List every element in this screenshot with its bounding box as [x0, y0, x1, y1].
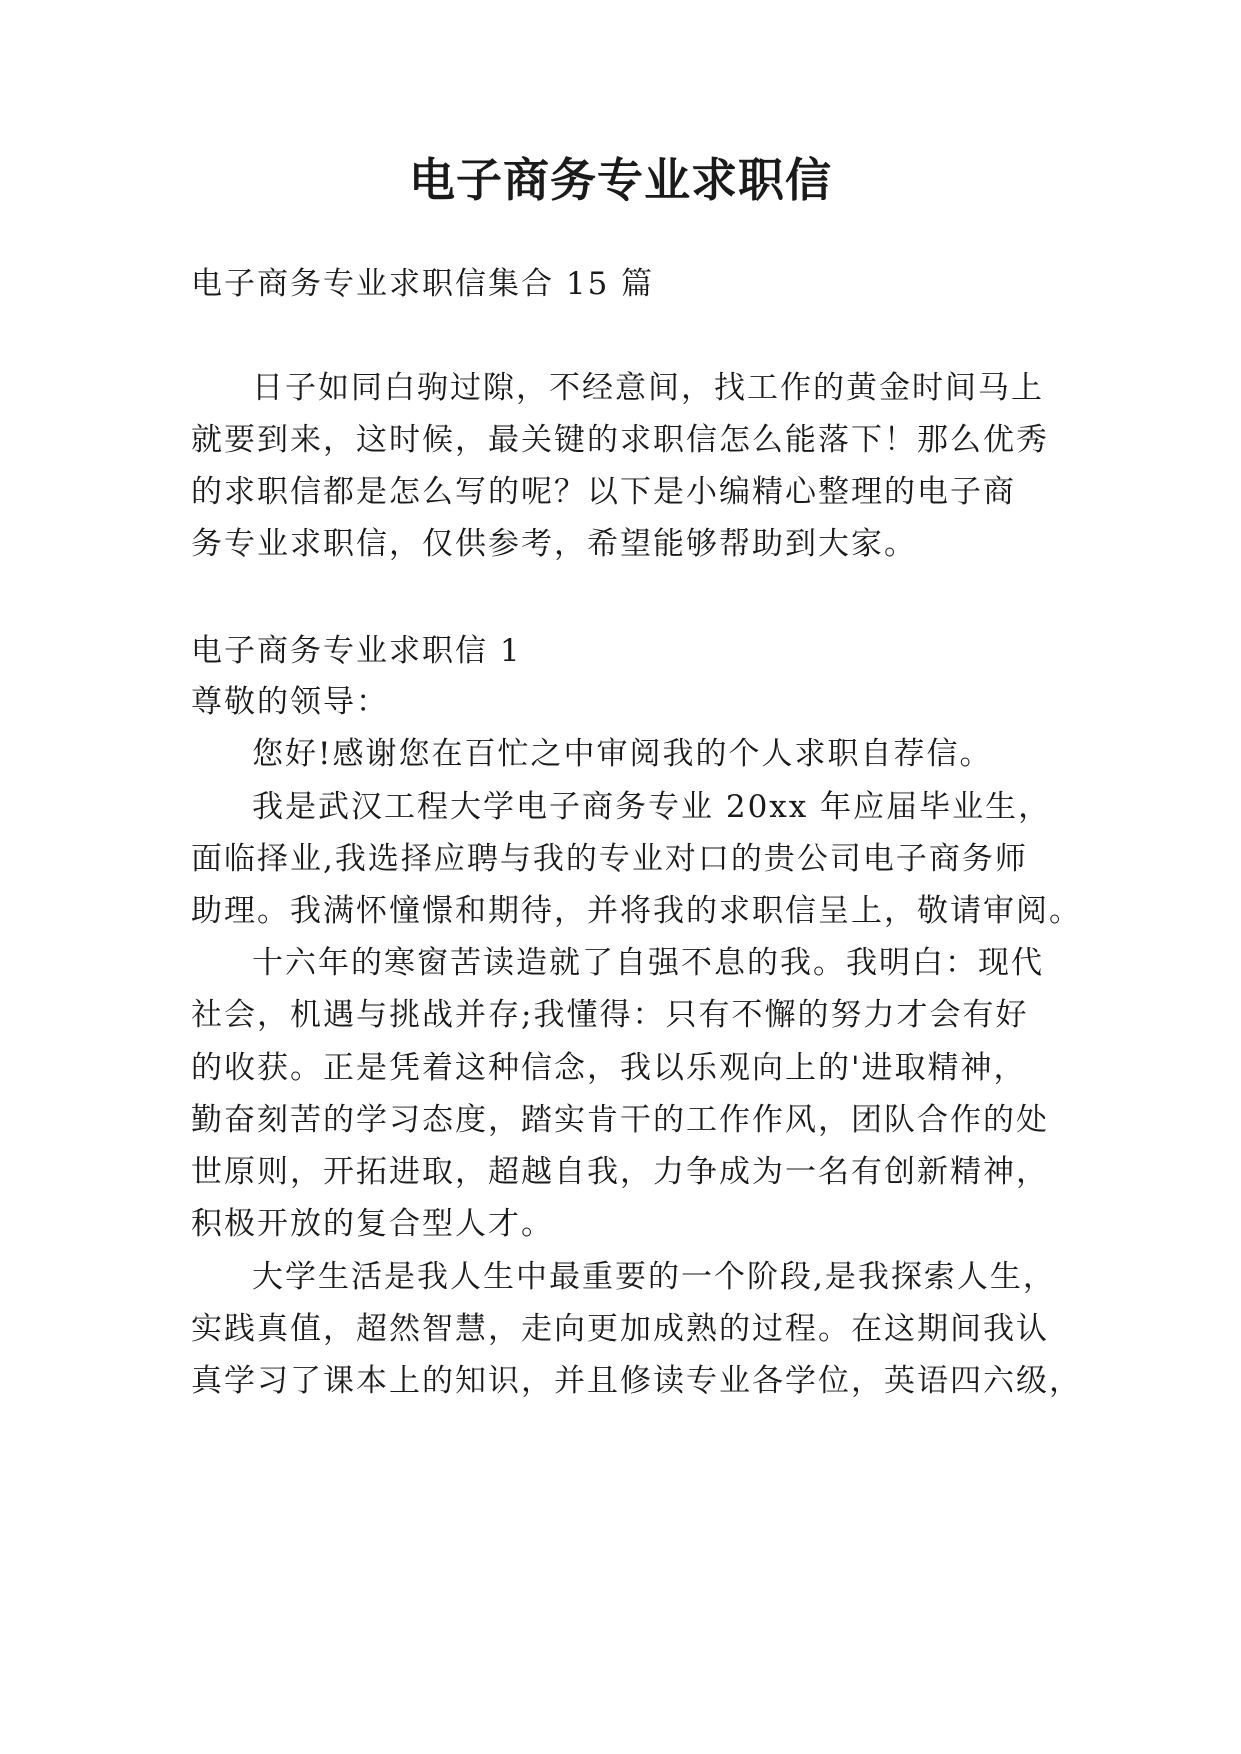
body-line: 您好!感谢您在百忙之中审阅我的个人求职自荐信。: [252, 736, 993, 772]
intro-line: 日子如同白驹过隙，不经意间，找工作的黄金时间马上: [252, 370, 1044, 406]
body-line: 实践真值，超然智慧，走向更加成熟的过程。在这期间我认: [191, 1311, 1049, 1347]
intro-line: 务专业求职信，仅供参考，希望能够帮助到大家。: [191, 526, 917, 562]
salutation: 尊敬的领导：: [191, 684, 389, 720]
body-line: 真学习了课本上的知识，并且修读专业各学位，英语四六级，: [191, 1363, 1082, 1399]
body-line: 面临择业,我选择应聘与我的专业对口的贵公司电子商务师: [191, 841, 1028, 877]
body-line: 积极开放的复合型人才。: [191, 1206, 554, 1242]
collection-subtitle: 电子商务专业求职信集合 15 篇: [191, 266, 655, 302]
section-heading: 电子商务专业求职信 1: [191, 633, 522, 669]
body-line: 我是武汉工程大学电子商务专业 20xx 年应届毕业生，: [252, 789, 1052, 825]
body-line: 世原则，开拓进取，超越自我，力争成为一名有创新精神，: [191, 1154, 1049, 1190]
document-title: 电子商务专业求职信: [409, 153, 832, 207]
intro-line: 就要到来，这时候，最关键的求职信怎么能落下！那么优秀: [191, 422, 1049, 458]
body-line: 十六年的寒窗苦读造就了自强不息的我。我明白：现代: [252, 945, 1044, 981]
body-line: 勤奋刻苦的学习态度，踏实肯干的工作作风，团队合作的处: [191, 1102, 1049, 1138]
body-line: 的收获。正是凭着这种信念，我以乐观向上的'进取精神，: [191, 1050, 1027, 1086]
body-line: 大学生活是我人生中最重要的一个阶段,是我探索人生，: [252, 1259, 1056, 1295]
body-line: 助理。我满怀憧憬和期待，并将我的求职信呈上，敬请审阅。: [191, 893, 1082, 929]
intro-line: 的求职信都是怎么写的呢？以下是小编精心整理的电子商: [191, 474, 1016, 510]
body-line: 社会，机遇与挑战并存;我懂得：只有不懈的努力才会有好: [191, 997, 1029, 1033]
